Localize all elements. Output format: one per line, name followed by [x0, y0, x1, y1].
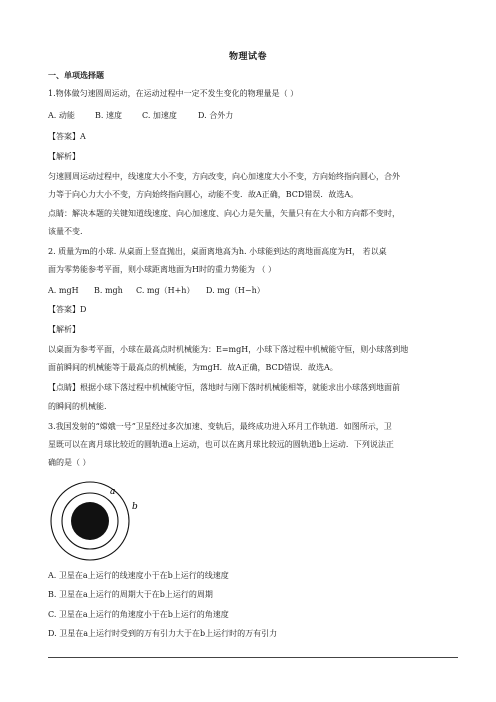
q1-option-d: D. 合外力 — [198, 111, 234, 120]
q2-tip-line: 的瞬间的机械能. — [48, 402, 107, 411]
q2-stem-line: 2. 质量为m的小球. 从桌面上竖直抛出，桌面离地高为h. 小球能到达的离地面高度为H， 若以桌 — [48, 247, 387, 256]
page-title: 物理试卷 — [228, 52, 267, 62]
q2-tip-line: 【点睛】根据小球下落过程中机械能守恒，落地时与刚下落时机械能相等，就能求出小球落到地面前 — [48, 383, 400, 392]
q3-stem-line: 确的是（ ） — [48, 458, 91, 467]
q1-tip-line: 点睛：解决本题的关键知道线速度、向心加速度、向心力是矢量，矢量只有在大小和方向都不变时， — [48, 209, 400, 218]
q3-stem-line: 3.我国发射的“嫦娥一号”卫星经过多次加速、变轨后，最终成功进入环月工作轨道．如图所示，卫 — [48, 422, 392, 431]
moon-disk — [71, 502, 109, 540]
q1-answer: 【答案】A — [48, 132, 86, 141]
q2-option-c: C. mg（H+h） — [136, 286, 195, 295]
footer-divider — [48, 657, 458, 658]
q2-stem-line: 面为零势能参考平面，则小球距离地面为H时的重力势能为 （ ） — [48, 265, 277, 274]
q2-option-b: B. mgh — [94, 286, 123, 295]
section-heading: 一、单项选择题 — [48, 71, 104, 80]
orbit-label-b: b — [132, 502, 138, 512]
q1-analysis-line: 力等于向心力大小不变，方向始终指向圆心，动能不变．故A正确，BCD错误．故选A。 — [48, 190, 359, 199]
q3-option-c: C. 卫星在a上运行的角速度小于在b上运行的角速度 — [48, 610, 229, 619]
orbit-diagram — [48, 478, 148, 568]
q2-answer: 【答案】D — [48, 305, 87, 314]
orbit-label-a: a — [110, 487, 116, 497]
q2-analysis-line: 面前瞬间的机械能等于最高点的机械能，为mgH．故A正确，BCD错误．故选A。 — [48, 363, 338, 372]
q3-option-d: D. 卫星在a上运行时受到的万有引力大于在b上运行时的万有引力 — [48, 629, 278, 638]
q1-option-b: B. 速度 — [95, 111, 122, 120]
q1-tip-line: 该量不变. — [48, 227, 83, 236]
q2-options — [48, 285, 458, 296]
q3-option-a: A. 卫星在a上运行的线速度小于在b上运行的线速度 — [48, 571, 229, 580]
q2-option-d: D. mg（H−h） — [206, 286, 265, 295]
q2-option-a: A. mgH — [48, 286, 79, 295]
q1-analysis-line: 匀速圆周运动过程中，线速度大小不变，方向改变，向心加速度大小不变，方向始终指向圆心，合外 — [48, 172, 400, 181]
q1-analysis-label: 【解析】 — [48, 152, 80, 161]
q2-analysis-line: 以桌面为参考平面，小球在最高点时机械能为：E=mgH，小球下落过程中机械能守恒，则小球落到地 — [48, 345, 409, 354]
q3-stem-line: 星既可以在离月球比较近的圆轨道a上运动，也可以在离月球比较远的圆轨道b上运动．下列说法正 — [48, 440, 394, 449]
q1-options — [48, 110, 458, 121]
q3-option-b: B. 卫星在a上运行的周期大于在b上运行的周期 — [48, 590, 213, 599]
q1-stem: 1.物体做匀速圆周运动，在运动过程中一定不发生变化的物理量是（ ） — [48, 89, 299, 98]
q1-option-c: C. 加速度 — [142, 111, 177, 120]
q2-analysis-label: 【解析】 — [48, 325, 80, 334]
q1-option-a: A. 动能 — [48, 111, 75, 120]
